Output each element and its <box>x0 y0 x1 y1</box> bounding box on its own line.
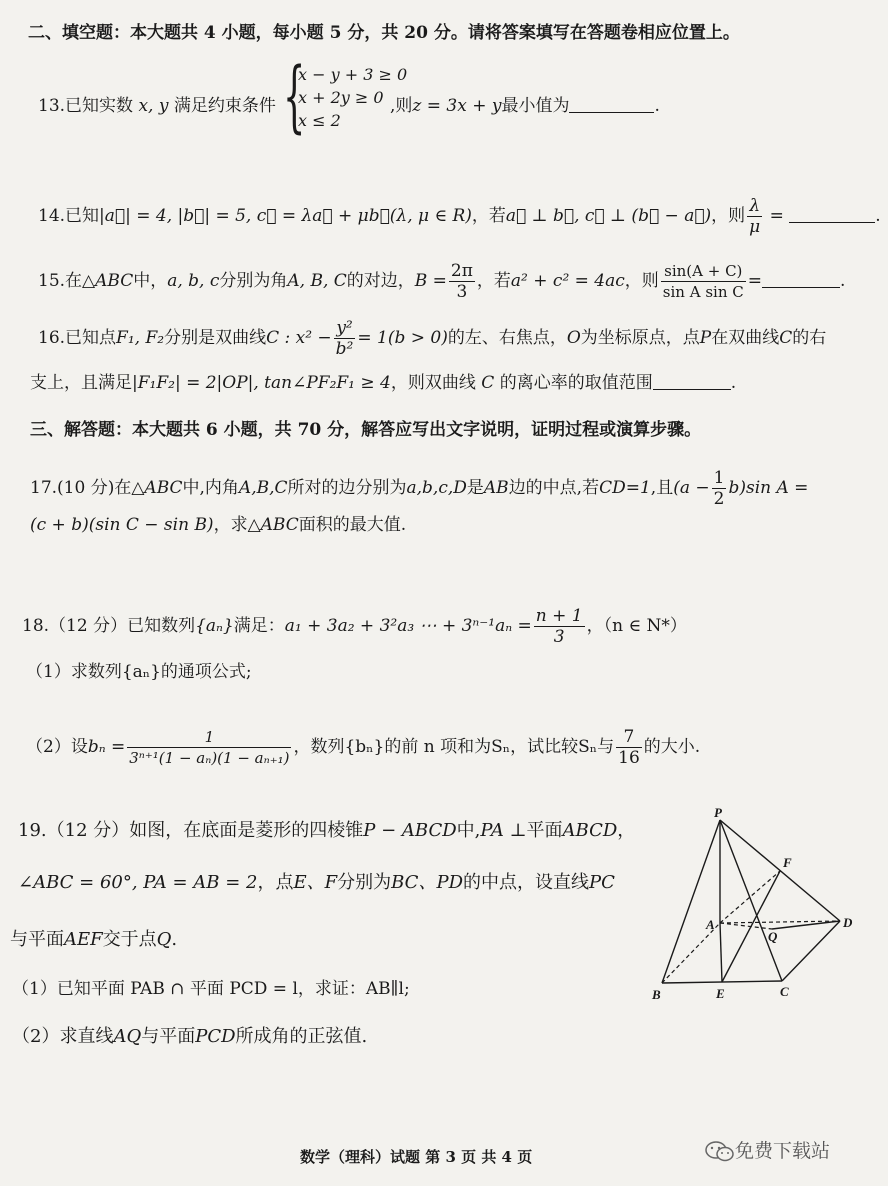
q19-line3-mid: 交于点 <box>102 929 157 950</box>
q13-constraint-1: x − y + 3 ≥ 0 <box>298 65 408 84</box>
edge-qd <box>772 921 840 929</box>
q15-angles: A, B, C <box>287 271 347 291</box>
q15-answer-blank <box>762 271 840 288</box>
q15-sides: a, b, c <box>167 271 220 291</box>
q14-then: ，则 <box>711 206 746 226</box>
q19-line3-aef: AEF <box>64 929 103 950</box>
q13-tail: ,则 <box>390 96 413 116</box>
q16-mid3: 为坐标原点，点 <box>580 328 700 348</box>
q14-cond2: a⃗ ⊥ b⃗, c⃗ ⊥ (b⃗ − a⃗) <box>505 206 712 226</box>
q17-line2-end: 面积的最大值. <box>298 515 407 535</box>
q13-mid: 满足约束条件 <box>173 96 276 116</box>
q17-mid5: ,且 <box>650 478 674 498</box>
q18-part2-mid: ，数列{bₙ}的前 n 项和为Sₙ，试比较Sₙ与 <box>293 737 615 757</box>
question-17-line-1 <box>30 468 808 509</box>
q15-fraction: $\frac{\sin(A + C)}{\text{sin A sin C}}$ <box>662 262 744 301</box>
label-q: Q <box>768 929 778 944</box>
q14-mid: ，若 <box>471 206 506 226</box>
q16-mid5: 的右 <box>792 328 827 348</box>
q16-curve-lhs: C : x² − <box>266 328 332 348</box>
q18-expr: a₁ + 3a₂ + 3²a₃ ⋯ + 3ⁿ⁻¹aₙ = <box>284 616 532 636</box>
q13-constraint-2: x + 2y ≥ 0 <box>298 88 384 107</box>
q18-mid: 满足： <box>233 616 285 636</box>
q13-vars: x, y <box>133 96 174 116</box>
q13-answer-blank <box>569 96 654 113</box>
q15-then: ，则 <box>624 271 659 291</box>
q18-fraction: $\frac{n + 1}{3}$ <box>535 606 583 647</box>
edge-pc <box>720 820 782 981</box>
q17-line2-tri: △ABC <box>247 515 299 535</box>
q19-part2-pcd: PCD <box>195 1026 236 1047</box>
question-16-line-2: 支上，且满足|F₁F₂| = 2|OP|, tan∠PF₂F₁ ≥ 4，则双曲线 C 的离心率的取值范围 . <box>30 373 737 393</box>
q16-lead: 16.已知点 <box>38 328 117 348</box>
q14-cond1: |a⃗| = 4, |b⃗| = 5, c⃗ = λa⃗ + μb⃗(λ, μ ∈ R) <box>99 206 472 226</box>
q13-expr: z = 3x + y <box>412 96 502 116</box>
q18-cond: ，（n ∈ N*） <box>586 616 687 636</box>
edge-aq-hidden <box>720 923 772 929</box>
edge-pd <box>720 820 840 921</box>
q19-line3-q: Q <box>156 929 172 950</box>
question-19-line-1 <box>18 820 635 842</box>
q15-mid2: 分别为角 <box>219 271 288 291</box>
label-d: D <box>843 915 853 930</box>
wechat-icon <box>705 1141 735 1163</box>
q17-mid4: 边的中点,若 <box>508 478 600 498</box>
q17-cd: CD=1 <box>599 478 651 498</box>
q15-mid1: 中， <box>133 271 168 291</box>
q16-line2-c: C <box>481 373 495 393</box>
q16-curve-rhs: = 1(b > 0) <box>357 328 448 348</box>
q14-lead: 14.已知 <box>38 206 100 226</box>
edge-ba-hidden <box>662 923 720 983</box>
q16-p: P <box>699 328 712 348</box>
edge-cd <box>782 921 840 981</box>
q15-mid3: 的对边， <box>346 271 415 291</box>
label-e: E <box>716 986 725 1001</box>
section-3-header: 三、解答题：本大题共 6 小题，共 70 分，解答应写出文字说明，证明过程或演算步骤。 <box>30 420 702 440</box>
question-16-line-1 <box>38 318 826 359</box>
edge-ae <box>720 923 722 982</box>
question-19-line-2 <box>18 872 615 894</box>
q19-line2-mid2: 分别为 <box>337 872 392 893</box>
q19-line3-end: . <box>171 929 178 950</box>
label-c: C <box>780 984 789 999</box>
q13-end: 最小值为 <box>501 96 570 116</box>
q19-line2-mid3: 的中点，设直线 <box>463 872 590 893</box>
q18-part-1: （1）求数列{aₙ}的通项公式; <box>26 662 252 682</box>
q16-mid4: 在双曲线 <box>711 328 780 348</box>
q18-part-2 <box>26 727 700 768</box>
question-14: 14.已知|a⃗| = 4, |b⃗| = 5, c⃗ = λa⃗ + μb⃗(λ, μ ∈ R)，若a⃗ ⊥ b⃗, c⃗ ⊥ (b⃗ − a⃗)，则 $\frac{\lambda}{\mu}$ = . <box>38 196 881 237</box>
pyramid-figure <box>640 805 865 1005</box>
q19-part2-lead: （2）求直线 <box>12 1026 114 1047</box>
q18-part2-end: 的大小. <box>643 737 701 757</box>
section-2-header: 二、填空题：本大题共 4 小题，每小题 5 分，共 20 分。请将答案填写在答题卷相应位置上。 <box>28 23 740 43</box>
q13-constraint-3: x ≤ 2 <box>298 111 341 130</box>
watermark <box>705 1136 830 1163</box>
label-b: B <box>652 987 661 1002</box>
q13-brace: { <box>283 52 306 142</box>
q15-triangle: △ABC <box>82 271 134 291</box>
q18-seq: {aₙ} <box>195 616 234 636</box>
q17-ab: AB <box>483 478 509 498</box>
q13-lead: 13.已知实数 <box>38 96 134 116</box>
q19-line1-abcd: ABCD <box>562 820 618 841</box>
q19-part2-end: 所成角的正弦值. <box>235 1026 368 1047</box>
q16-c: C <box>779 328 793 348</box>
q17-expr2: b)sin A = <box>728 478 809 498</box>
q16-line2-end: 的离心率的取值范围 <box>499 373 653 393</box>
q15-b-fraction: $\frac{2\pi}{3}$ <box>450 261 473 302</box>
q16-mid2: 的左、右焦点， <box>447 328 567 348</box>
question-19-line-3 <box>10 929 177 951</box>
q17-mid2: 所对的边分别为 <box>287 478 407 498</box>
q19-part-2 <box>12 1026 367 1048</box>
label-a: A <box>706 917 715 932</box>
q17-mid1: 中,内角 <box>182 478 239 498</box>
q17-mid3: 是 <box>466 478 484 498</box>
q17-tri: △ABC <box>131 478 183 498</box>
q18-compare-fraction: $\frac{7}{16}$ <box>618 727 640 768</box>
q17-line2-mid: ，求 <box>213 515 248 535</box>
q19-line1-end: ， <box>617 820 636 841</box>
q14-fraction: $\frac{\lambda}{\mu}$ <box>749 196 761 237</box>
q19-line2-expr: ∠ABC = 60°, PA = AB = 2 <box>18 872 258 893</box>
q17-expr1: (a − <box>673 478 710 498</box>
q18-bn-fraction: $\frac{1}{\text{3ⁿ⁺¹(1 − aₙ)(1 − aₙ₊₁)}}$ <box>129 728 290 767</box>
q18-part2-lead: （2）设 <box>26 737 88 757</box>
q19-line1-mid: 中, <box>456 820 481 841</box>
page-footer: 数学（理科）试题 第 3 页 共 4 页 <box>300 1148 533 1166</box>
q15-lead: 15.在 <box>38 271 83 291</box>
q15-b-eq: B = <box>414 271 447 291</box>
label-f: F <box>783 855 792 870</box>
q16-line2-mid: ，则双曲线 <box>390 373 476 393</box>
q19-part2-mid: 与平面 <box>141 1026 196 1047</box>
question-18 <box>22 606 687 647</box>
q19-line1-plane: 平面 <box>526 820 563 841</box>
watermark-text: 免费下载站 <box>735 1140 831 1162</box>
q19-part2-aq: AQ <box>113 1026 142 1047</box>
q16-line2-cond: |F₁F₂| = 2|OP|, tan∠PF₂F₁ ≥ 4 <box>132 373 391 393</box>
q19-line2-ef: E、F <box>293 872 338 893</box>
q19-part-1: （1）已知平面 PAB ∩ 平面 PCD = l，求证：AB∥l; <box>12 979 410 999</box>
q15-cond: a² + c² = 4ac <box>510 271 625 291</box>
q18-bn: bₙ = <box>87 737 126 757</box>
q19-line2-mid: ，点 <box>257 872 294 893</box>
q15-mid4: ，若 <box>476 271 511 291</box>
q14-answer-blank <box>789 206 875 223</box>
q16-y-fraction: $\frac{\text{y²}}{\text{b²}}$ <box>335 318 354 359</box>
label-p: P <box>714 805 722 820</box>
q16-foci: F₁, F₂ <box>116 328 165 348</box>
q19-pyramid: P − ABCD <box>363 820 457 841</box>
q17-half: $\frac{1}{2}$ <box>713 468 725 509</box>
question-15: 15.在△ABC中，a, b, c分别为角A, B, C的对边，B = $\frac{2\pi}{3}$ ，若a² + c² = 4ac，则 $\frac{\sin(A + C)}{\text{sin A sin C}}$ = . <box>38 261 846 302</box>
q17-line2-expr: (c + b)(sin C − sin B) <box>30 515 214 535</box>
q19-line1-lead: 19.（12 分）如图，在底面是菱形的四棱锥 <box>18 820 364 841</box>
q19-line3-lead: 与平面 <box>10 929 64 950</box>
q17-lead: 17.(10 分)在 <box>30 478 132 498</box>
q19-line2-pc: PC <box>589 872 615 893</box>
q17-sides: a,b,c,D <box>406 478 467 498</box>
q16-o: O <box>566 328 581 348</box>
q18-lead: 18.（12 分）已知数列 <box>22 616 196 636</box>
q17-angles: A,B,C <box>238 478 288 498</box>
q19-line2-bcpd: BC、PD <box>391 872 464 893</box>
q16-line2-lead: 支上，且满足 <box>30 373 132 393</box>
q16-mid1: 分别是双曲线 <box>164 328 267 348</box>
q16-answer-blank <box>653 373 731 390</box>
question-17-line-2 <box>30 514 406 536</box>
q19-line1-cond: PA ⊥ <box>480 820 527 841</box>
edge-pb <box>662 820 720 983</box>
